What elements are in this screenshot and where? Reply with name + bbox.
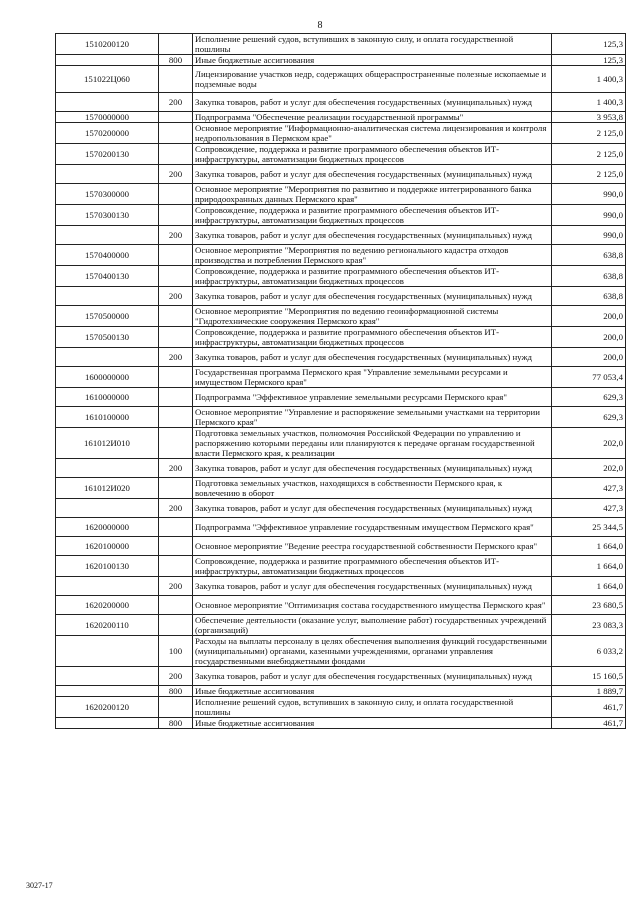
row-expense-type: 200 [159,577,193,596]
table-row [56,518,626,537]
row-sum: 200,0 [552,327,626,348]
table-row [56,556,626,577]
row-sum: 202,0 [552,459,626,478]
row-code: 1570500000 [56,306,159,327]
row-sum: 25 344,5 [552,518,626,537]
row-name: Закупка товаров, работ и услуг для обеспечения государственных (муниципальных) нужд [193,459,552,478]
row-sum: 1 889,7 [552,686,626,697]
row-sum: 2 125,0 [552,144,626,165]
table-row [56,596,626,615]
row-code: 1570400130 [56,266,159,287]
row-name: Закупка товаров, работ и услуг для обеспечения государственных (муниципальных) нужд [193,287,552,306]
row-expense-type [159,556,193,577]
row-name: Подготовка земельных участков, полномочия Российской Федерации по управлению и распоряжению которыми переданы или планируются к передаче органам государственной власти Пермского края, к реализации [193,428,552,459]
row-code: 1570200130 [56,144,159,165]
table-row [56,686,626,697]
row-name: Подпрограмма "Эффективное управление государственным имуществом Пермского края" [193,518,552,537]
table-row [56,667,626,686]
table-row [56,266,626,287]
row-sum: 200,0 [552,348,626,367]
row-name: Обеспечение деятельности (оказание услуг, выполнение работ) государственных учреждений (организаций) [193,615,552,636]
row-expense-type [159,327,193,348]
row-expense-type: 200 [159,287,193,306]
row-name: Закупка товаров, работ и услуг для обеспечения государственных (муниципальных) нужд [193,667,552,686]
row-code: 1620000000 [56,518,159,537]
table-row [56,478,626,499]
row-expense-type: 200 [159,499,193,518]
table-row [56,636,626,667]
row-code [56,636,159,667]
row-code: 161012И010 [56,428,159,459]
row-name: Подпрограмма "Эффективное управление земельными ресурсами Пермского края" [193,388,552,407]
row-name: Сопровождение, поддержка и развитие программного обеспечения объектов ИТ-инфраструктуры, автоматизации бюджетных процессов [193,205,552,226]
row-expense-type [159,537,193,556]
row-expense-type [159,596,193,615]
row-expense-type [159,697,193,718]
row-code [56,499,159,518]
row-sum: 1 400,3 [552,66,626,93]
row-sum: 202,0 [552,428,626,459]
row-name: Сопровождение, поддержка и развитие программного обеспечения объектов ИТ-инфраструктуры, автоматизации бюджетных процессов [193,266,552,287]
table-row [56,459,626,478]
row-code [56,459,159,478]
row-expense-type [159,428,193,459]
row-expense-type [159,367,193,388]
row-code: 161012И020 [56,478,159,499]
table-row [56,112,626,123]
table-row [56,615,626,636]
row-sum: 23 083,3 [552,615,626,636]
row-code [56,287,159,306]
row-name: Основное мероприятие "Оптимизация состава государственного имущества Пермского края" [193,596,552,615]
row-expense-type [159,184,193,205]
row-sum: 3 953,8 [552,112,626,123]
row-name: Сопровождение, поддержка и развитие программного обеспечения объектов ИТ-инфраструктуры, автоматизации бюджетных процессов [193,556,552,577]
row-sum: 125,3 [552,34,626,55]
row-expense-type: 200 [159,459,193,478]
row-expense-type [159,518,193,537]
row-expense-type [159,388,193,407]
row-code: 1620100000 [56,537,159,556]
row-name: Государственная программа Пермского края "Управление земельными ресурсами и имуществом Пермского края" [193,367,552,388]
row-code: 1610000000 [56,388,159,407]
table-row [56,226,626,245]
page-number: 8 [317,20,323,31]
row-expense-type [159,306,193,327]
row-code: 1620200120 [56,697,159,718]
table-row [56,93,626,112]
table-row [56,144,626,165]
row-expense-type: 100 [159,636,193,667]
row-expense-type [159,245,193,266]
row-sum: 200,0 [552,306,626,327]
table-row [56,499,626,518]
row-name: Закупка товаров, работ и услуг для обеспечения государственных (муниципальных) нужд [193,577,552,596]
row-sum: 427,3 [552,478,626,499]
row-expense-type [159,34,193,55]
table-row [56,327,626,348]
row-code [56,348,159,367]
row-sum: 638,8 [552,245,626,266]
budget-table [55,33,626,729]
row-name: Основное мероприятие "Мероприятия по ведению геоинформационной системы "Гидротехнические сооружения Пермского края" [193,306,552,327]
table-row [56,184,626,205]
table-row [56,537,626,556]
row-expense-type [159,66,193,93]
row-sum: 23 680,5 [552,596,626,615]
row-code: 1570300130 [56,205,159,226]
row-name: Подготовка земельных участков, находящихся в собственности Пермского края, к вовлечению в оборот [193,478,552,499]
row-code: 1570000000 [56,112,159,123]
row-sum: 6 033,2 [552,636,626,667]
row-name: Основное мероприятие "Мероприятия по ведению регионального кадастра отходов производства и потребления Пермского края" [193,245,552,266]
row-name: Иные бюджетные ассигнования [193,55,552,66]
row-name: Подпрограмма "Обеспечение реализации государственной программы" [193,112,552,123]
table-row [56,428,626,459]
row-code [56,226,159,245]
row-code: 1620100130 [56,556,159,577]
table-row [56,66,626,93]
row-code: 1620200110 [56,615,159,636]
row-expense-type [159,112,193,123]
row-expense-type: 200 [159,667,193,686]
row-name: Сопровождение, поддержка и развитие программного обеспечения объектов ИТ-инфраструктуры, автоматизации бюджетных процессов [193,144,552,165]
row-code: 1610100000 [56,407,159,428]
row-expense-type [159,478,193,499]
row-name: Основное мероприятие "Мероприятия по развитию и поддержке интегрированного банка природоохранных данных Пермского края" [193,184,552,205]
table-body [56,34,626,729]
row-expense-type: 800 [159,718,193,729]
row-code: 1570200000 [56,123,159,144]
row-code [56,667,159,686]
row-name: Закупка товаров, работ и услуг для обеспечения государственных (муниципальных) нужд [193,499,552,518]
row-sum: 2 125,0 [552,165,626,184]
row-sum: 461,7 [552,718,626,729]
row-name: Иные бюджетные ассигнования [193,718,552,729]
row-name: Закупка товаров, работ и услуг для обеспечения государственных (муниципальных) нужд [193,226,552,245]
row-expense-type [159,615,193,636]
row-sum: 629,3 [552,407,626,428]
row-sum: 2 125,0 [552,123,626,144]
row-sum: 1 664,0 [552,556,626,577]
row-code: 151022Ц060 [56,66,159,93]
row-name: Закупка товаров, работ и услуг для обеспечения государственных (муниципальных) нужд [193,93,552,112]
row-sum: 427,3 [552,499,626,518]
row-code: 1570300000 [56,184,159,205]
row-expense-type [159,205,193,226]
row-expense-type: 200 [159,348,193,367]
row-name: Исполнение решений судов, вступивших в законную силу, и оплата государственной пошлины [193,697,552,718]
row-code [56,718,159,729]
row-code: 1620200000 [56,596,159,615]
footer-code: 3027-17 [26,881,53,890]
row-code: 1600000000 [56,367,159,388]
row-sum: 1 664,0 [552,577,626,596]
table-row [56,718,626,729]
table-row [56,348,626,367]
row-code [56,165,159,184]
row-code: 1510200120 [56,34,159,55]
table-row [56,245,626,266]
row-code: 1570500130 [56,327,159,348]
table-row [56,165,626,184]
row-sum: 990,0 [552,226,626,245]
table-row [56,697,626,718]
row-name: Закупка товаров, работ и услуг для обеспечения государственных (муниципальных) нужд [193,165,552,184]
row-code [56,55,159,66]
row-sum: 15 160,5 [552,667,626,686]
table-row [56,34,626,55]
row-name: Основное мероприятие "Управление и распоряжение земельными участками на территории Пермского края" [193,407,552,428]
table-row [56,407,626,428]
row-sum: 461,7 [552,697,626,718]
row-code [56,686,159,697]
row-sum: 638,8 [552,287,626,306]
row-expense-type: 200 [159,93,193,112]
row-expense-type: 200 [159,165,193,184]
row-name: Иные бюджетные ассигнования [193,686,552,697]
row-sum: 1 664,0 [552,537,626,556]
row-expense-type [159,266,193,287]
row-name: Основное мероприятие "Информационно-аналитическая система лицензирования и контроля недропользования в Пермском крае" [193,123,552,144]
row-name: Сопровождение, поддержка и развитие программного обеспечения объектов ИТ-инфраструктуры, автоматизации бюджетных процессов [193,327,552,348]
row-code: 1570400000 [56,245,159,266]
row-name: Исполнение решений судов, вступивших в законную силу, и оплата государственной пошлины [193,34,552,55]
row-name: Лицензирование участков недр, содержащих общераспространенные полезные ископаемые и подземные воды [193,66,552,93]
row-sum: 990,0 [552,184,626,205]
row-expense-type [159,407,193,428]
row-name: Закупка товаров, работ и услуг для обеспечения государственных (муниципальных) нужд [193,348,552,367]
row-sum: 629,3 [552,388,626,407]
row-expense-type: 200 [159,226,193,245]
row-code [56,93,159,112]
table-row [56,577,626,596]
row-expense-type: 800 [159,55,193,66]
row-sum: 1 400,3 [552,93,626,112]
row-name: Основное мероприятие "Ведение реестра государственной собственности Пермского края" [193,537,552,556]
row-sum: 77 053,4 [552,367,626,388]
row-sum: 990,0 [552,205,626,226]
row-sum: 125,3 [552,55,626,66]
table-row [56,205,626,226]
row-expense-type [159,123,193,144]
table-row [56,55,626,66]
table-row [56,123,626,144]
row-expense-type [159,144,193,165]
table-row [56,367,626,388]
row-name: Расходы на выплаты персоналу в целях обеспечения выполнения функций государственными (муниципальными) органами, казенными учреждениями, органами управления государственными внебюджетными фондами [193,636,552,667]
table-row [56,388,626,407]
table-row [56,306,626,327]
row-code [56,577,159,596]
table-row [56,287,626,306]
row-expense-type: 800 [159,686,193,697]
row-sum: 638,8 [552,266,626,287]
